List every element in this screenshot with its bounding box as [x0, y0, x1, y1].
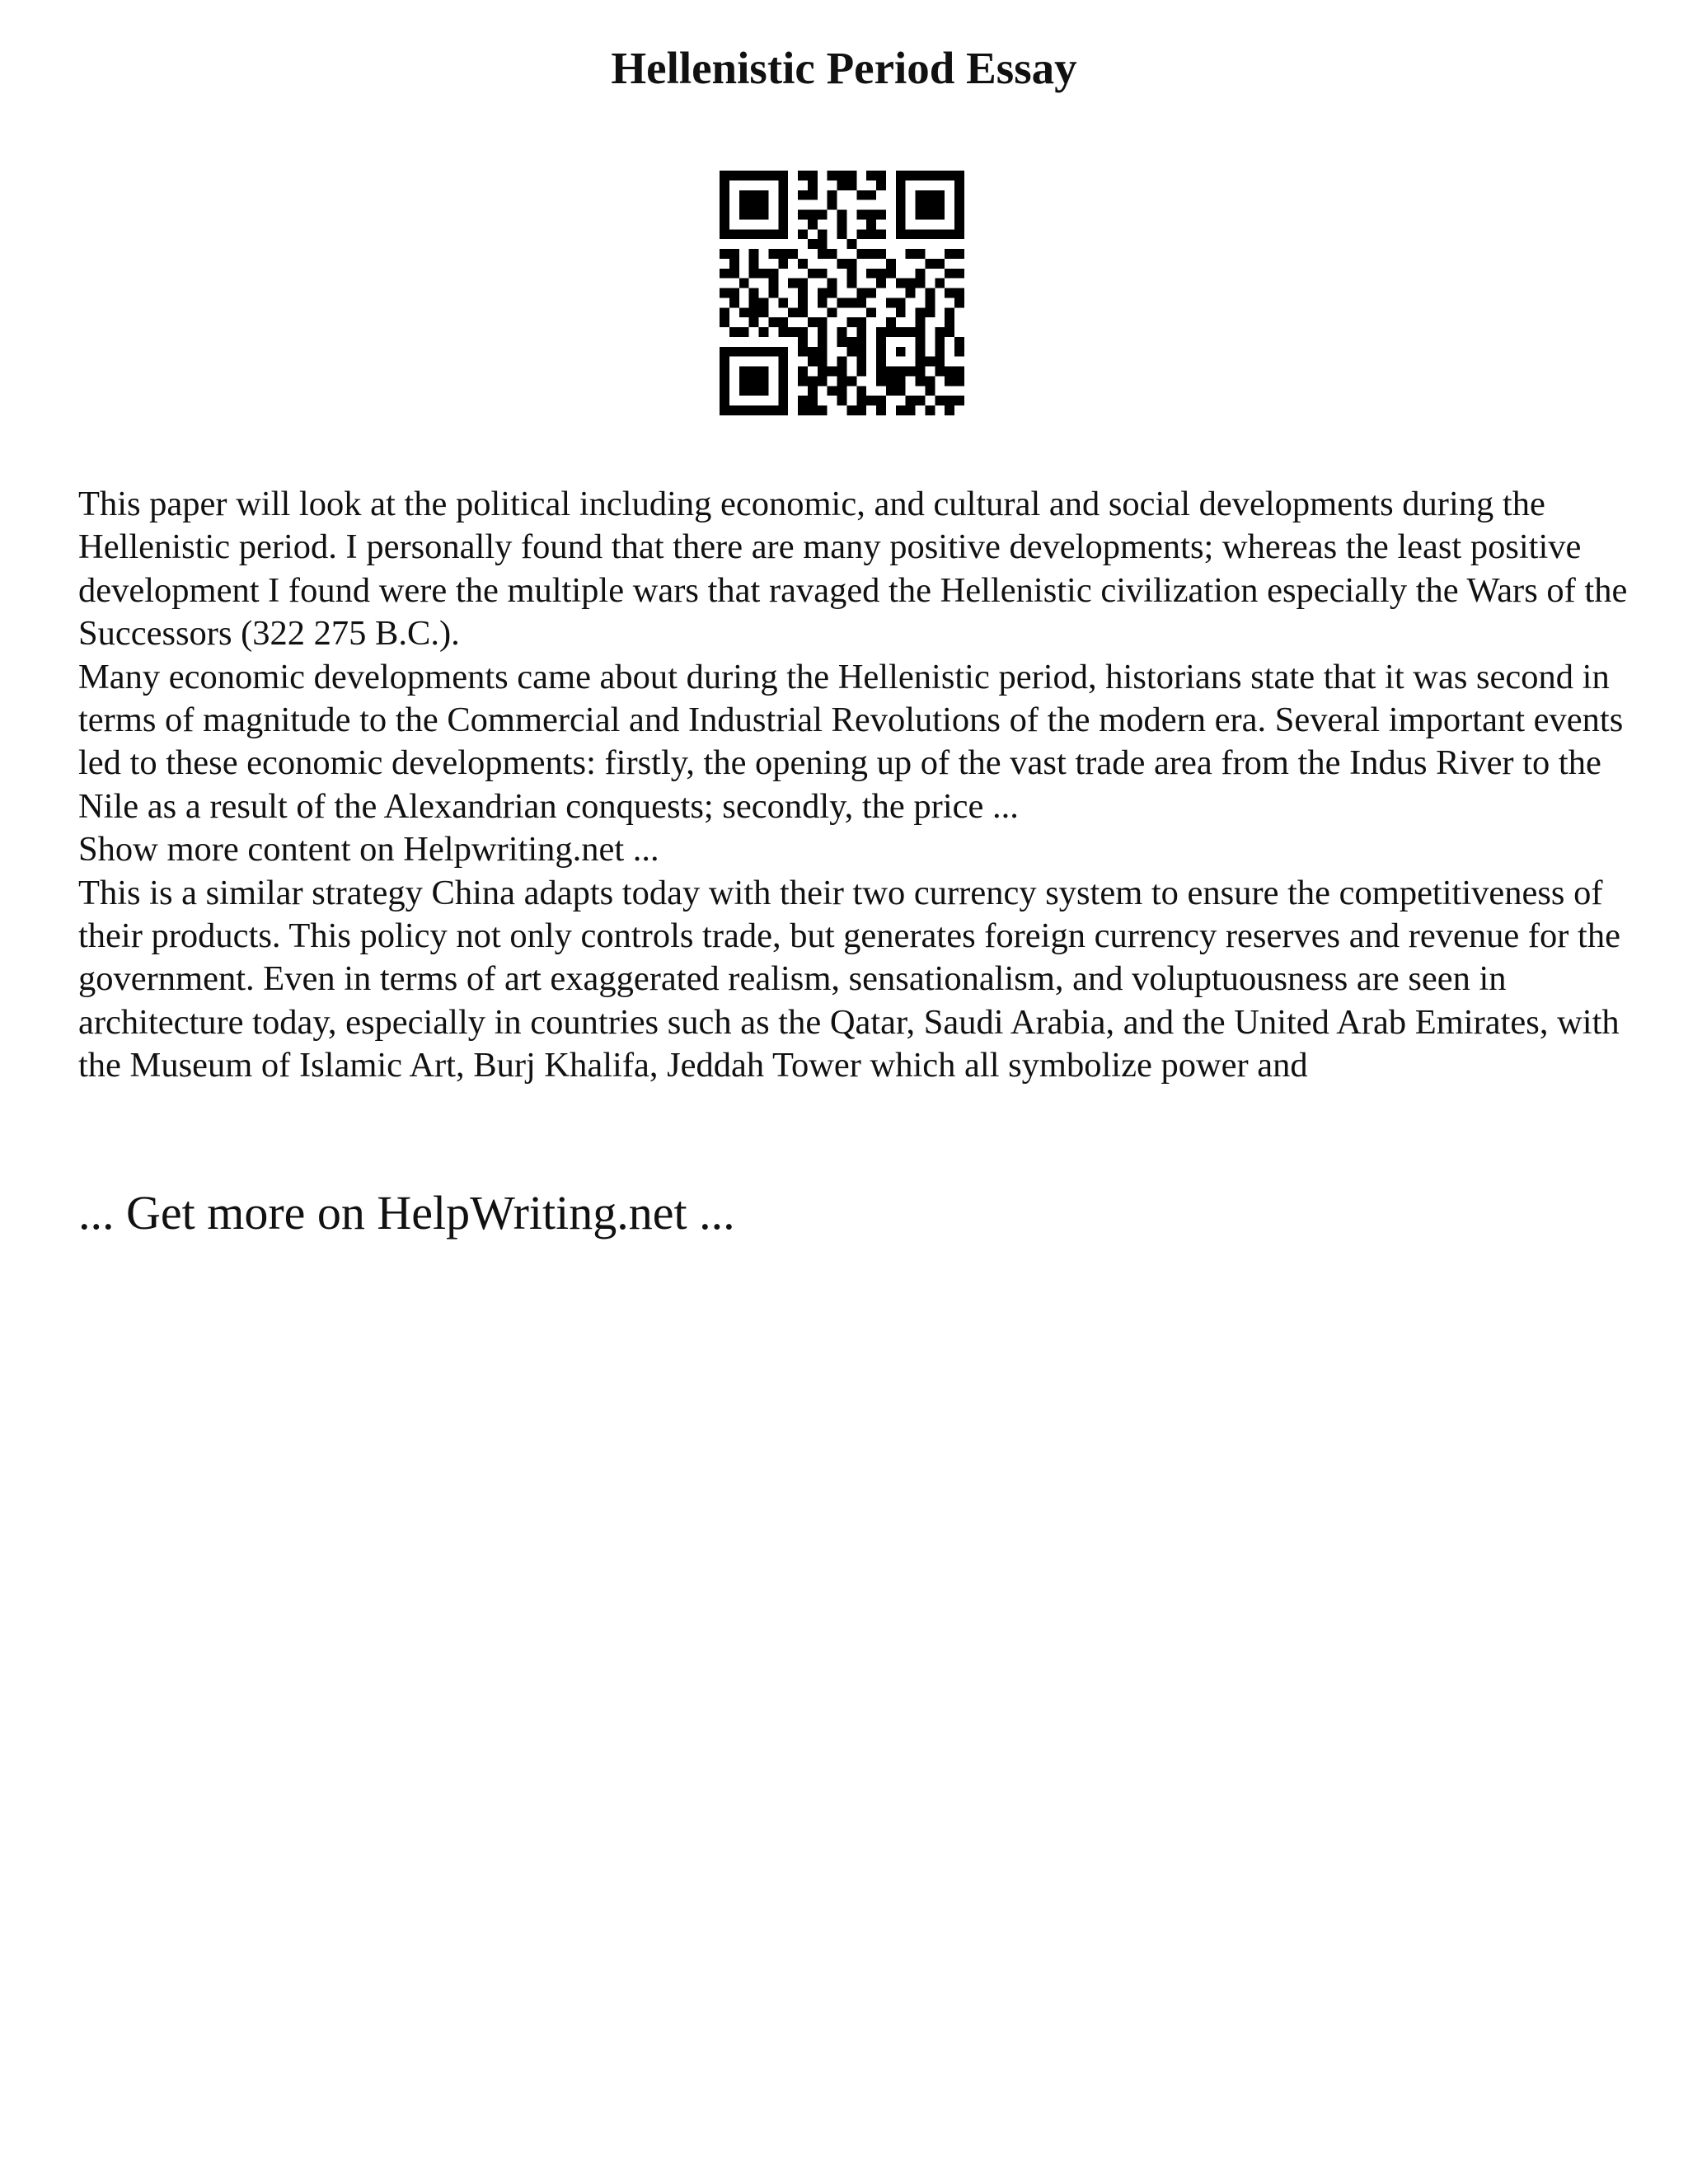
paragraph-modern: This is a similar strategy China adapts today with their two currency system to ensure the competitiveness of their products. This policy not only controls trade, but generates foreign currency reserves and revenue for the government. Even in terms of art exaggerated realism, sensationalism, and voluptuousness are seen in architecture today, especially in countries such as the Qatar, Saudi Arabia, and the United Arab Emirates, with the Museum of Islamic Art, Burj Khalifa, Jeddah Tower which all symbolize power and: [78, 873, 1620, 1085]
qr-code-icon: [720, 171, 964, 415]
paragraph-intro: This paper will look at the political including economic, and cultural and social developments during the Hellenistic period. I personally found that there are many positive developments; whereas the least positive development I found were the multiple wars that ravaged the Hellenistic civilization especially the Wars of the Successors (322 275 B.C.).: [78, 485, 1628, 654]
show-more-link[interactable]: Show more content on Helpwriting.net ...: [78, 830, 659, 869]
get-more-link[interactable]: ... Get more on HelpWriting.net ...: [78, 1186, 735, 1240]
paragraph-economic: Many economic developments came about during the Hellenistic period, historians state that it was second in terms of magnitude to the Commercial and Industrial Revolutions of the modern era. Several important events led to these economic developments: firstly, the opening up of the vast trade area from the Indus River to the Nile as a result of the Alexandrian conquests; secondly, the price ...: [78, 657, 1624, 826]
page-title: Hellenistic Period Essay: [611, 43, 1077, 93]
essay-body: [78, 483, 1628, 1088]
